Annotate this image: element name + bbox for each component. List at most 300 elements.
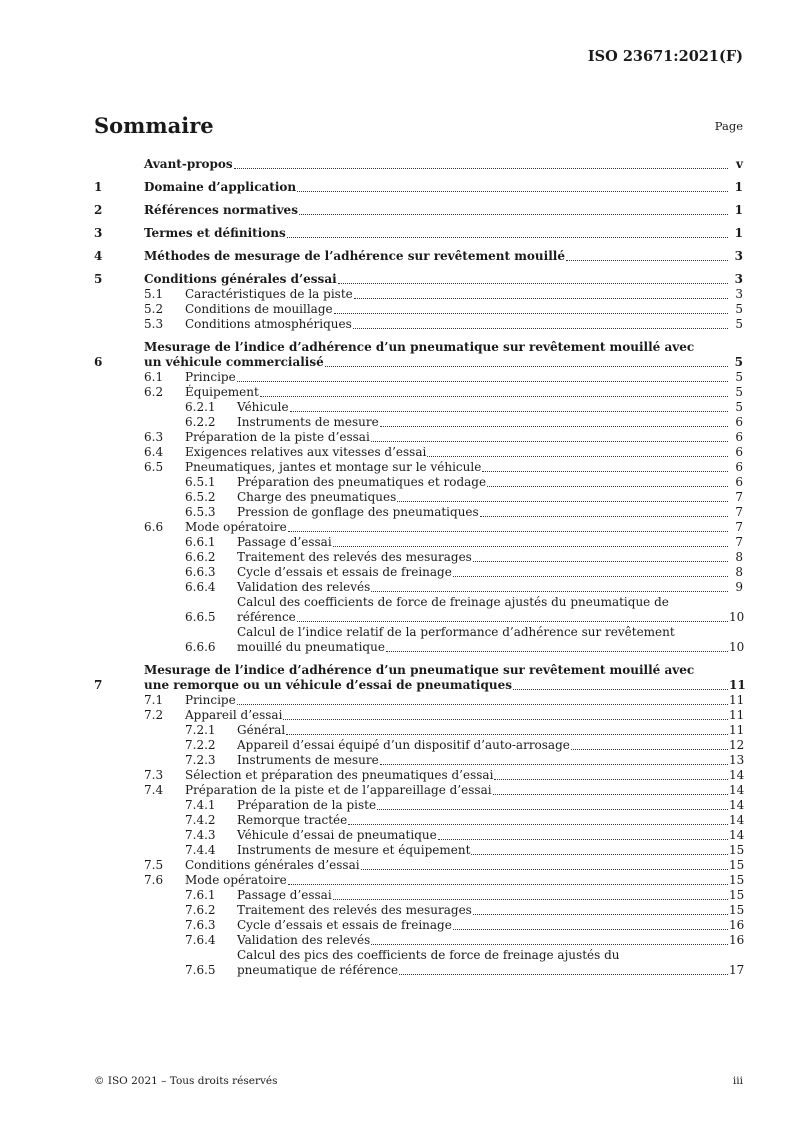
dot-leader (297, 190, 728, 192)
toc-entry-title (144, 203, 729, 218)
toc-entry-title (185, 520, 729, 535)
toc-entry-title-line: une remorque ou un véhicule d’essai de pneumatiques (144, 678, 512, 692)
toc-entry-title-line: Général (237, 723, 286, 737)
toc-entry-page: 13 (729, 753, 745, 767)
toc-entry-number: 7.4 (144, 783, 164, 797)
toc-entry-leader-line (237, 490, 729, 505)
toc-entry-leader-line (185, 317, 729, 332)
toc-entry-leader-line (237, 843, 729, 858)
toc-entry-number: 7.2.1 (185, 723, 216, 737)
toc-entry-page: 6 (735, 445, 743, 459)
toc-entry-title (185, 302, 729, 317)
toc-entry-title-line: Calcul des coefficients de force de freinage ajustés du pneumatique de (237, 595, 669, 609)
toc-entry-leader-line (144, 180, 729, 195)
toc-spacer (94, 264, 743, 272)
toc-entry-title (185, 708, 729, 723)
toc-entry-leader-line (185, 385, 729, 400)
toc-entry-title (185, 783, 729, 798)
toc-entry-leader-line (144, 226, 729, 241)
toc-entry-page: 11 (729, 708, 745, 722)
dot-leader (482, 470, 728, 472)
toc-entry[interactable] (94, 798, 743, 813)
toc-entry-page: 8 (735, 565, 743, 579)
toc-entry[interactable] (94, 783, 743, 798)
toc-entry-number: 6.6.1 (185, 535, 216, 549)
toc-entry-leader-line (144, 272, 729, 287)
toc-entry[interactable] (94, 580, 743, 595)
toc-entry-page: 3 (734, 272, 743, 286)
toc-entry-page: 14 (729, 783, 745, 797)
toc-entry-title (144, 180, 729, 195)
toc-entry-title-line: Préparation de la piste et de l’appareillage d’essai (185, 783, 492, 797)
toc-spacer (94, 218, 743, 226)
toc-entry-title (185, 768, 729, 783)
toc-entry-title (237, 565, 729, 580)
footer-page-number: iii (732, 1075, 743, 1087)
toc-entry-title-line: Instruments de mesure (237, 753, 379, 767)
toc-entry-page: 16 (729, 918, 745, 932)
toc-entry-page: 5 (735, 400, 743, 414)
dot-leader (353, 327, 728, 329)
toc-entry-title (237, 798, 729, 813)
toc-spacer (94, 241, 743, 249)
toc-entry[interactable] (94, 385, 743, 400)
toc-entry[interactable] (94, 813, 743, 828)
dot-leader (354, 297, 728, 299)
toc-entry-leader-line (185, 858, 729, 873)
toc-entry-title-line: Cycle d’essais et essais de freinage (237, 918, 452, 932)
toc-entry[interactable] (94, 317, 743, 332)
dot-leader (427, 455, 728, 457)
toc-entry-number: 7.3 (144, 768, 164, 782)
toc-entry-page: 14 (729, 813, 745, 827)
toc-entry[interactable] (94, 708, 743, 723)
toc-entry-page: 14 (729, 768, 745, 782)
dot-leader (297, 620, 728, 622)
toc-entry-title (237, 625, 729, 655)
toc-entry-page: 15 (729, 858, 745, 872)
toc-entry[interactable] (94, 565, 743, 580)
toc-entry-page: 7 (735, 520, 743, 534)
toc-entry[interactable] (94, 520, 743, 535)
toc-entry-title-line: Appareil d’essai équipé d’un dispositif d’auto-arrosage (237, 738, 570, 752)
toc-entry-title (237, 933, 729, 948)
toc-entry-title (144, 226, 729, 241)
dot-leader (290, 410, 728, 412)
toc-entry-title-line: Pneumatiques, jantes et montage sur le véhicule (185, 460, 482, 474)
toc-entry-title-line: Conditions atmosphériques (185, 317, 352, 331)
dot-leader (234, 167, 728, 169)
dot-leader (371, 440, 728, 442)
toc-entry[interactable] (94, 768, 743, 783)
toc-entry-leader-line (237, 475, 729, 490)
toc-entry-title-line: Conditions générales d’essai (144, 272, 337, 286)
toc-entry[interactable] (94, 302, 743, 317)
toc-entry-number: 5.1 (144, 287, 164, 301)
toc-entry-title-line: Préparation des pneumatiques et rodage (237, 475, 487, 489)
toc-entry-title (237, 475, 729, 490)
toc-entry-leader-line (185, 460, 729, 475)
toc-entry-title-line: mouillé du pneumatique (237, 640, 385, 654)
toc-entry[interactable] (94, 873, 743, 888)
dot-leader (513, 688, 728, 690)
dot-leader (371, 590, 728, 592)
toc-entry-number: 6 (94, 355, 103, 369)
dot-leader (487, 485, 728, 487)
toc-entry-number: 6.3 (144, 430, 164, 444)
toc-entry-leader-line (237, 505, 729, 520)
toc-entry-page: 11 (729, 723, 745, 737)
toc-entry-title (237, 505, 729, 520)
dot-leader (361, 868, 728, 870)
toc-entry[interactable] (94, 475, 743, 490)
dot-leader (473, 560, 728, 562)
toc-entry[interactable] (94, 888, 743, 903)
toc-entry-leader-line (237, 798, 729, 813)
toc-entry[interactable] (94, 625, 743, 655)
toc-entry-title (237, 738, 729, 753)
toc-entry[interactable] (94, 415, 743, 430)
toc-entry-number: 7.6 (144, 873, 164, 887)
dot-leader (571, 748, 728, 750)
toc-entry-number: 7.4.1 (185, 798, 216, 812)
toc-entry[interactable] (94, 203, 743, 218)
toc-entry-title (185, 858, 729, 873)
toc-entry[interactable] (94, 430, 743, 445)
toc-entry-title-line: Instruments de mesure (237, 415, 379, 429)
toc-entry-page: 15 (729, 843, 745, 857)
toc-entry-number: 7 (94, 678, 103, 692)
toc-entry-title-line: Exigences relatives aux vitesses d’essai (185, 445, 427, 459)
toc-entry-number: 6.6.5 (185, 610, 216, 624)
toc-entry[interactable] (94, 272, 743, 287)
toc-entry-title-line: Préparation de la piste (237, 798, 377, 812)
toc-entry-number: 3 (94, 226, 103, 240)
toc-entry-page: 5 (734, 355, 743, 369)
toc-entry-leader-line (144, 678, 729, 693)
dot-leader (471, 853, 728, 855)
toc-entry-page: 6 (735, 475, 743, 489)
toc-entry-page: 5 (735, 302, 743, 316)
toc-entry[interactable] (94, 226, 743, 241)
toc-entry-leader-line (237, 535, 729, 550)
dot-leader (371, 943, 728, 945)
toc-entry-page: 5 (735, 370, 743, 384)
toc-entry-page: 6 (735, 460, 743, 474)
dot-leader (493, 793, 728, 795)
toc-entry-leader-line (185, 287, 729, 302)
toc-entry[interactable] (94, 400, 743, 415)
toc-entry-title-line: Mode opératoire (185, 873, 287, 887)
toc-entry-title-line: Passage d’essai (237, 888, 332, 902)
toc-entry-number: 6.6.3 (185, 565, 216, 579)
toc-entry-leader-line (237, 640, 729, 655)
toc-entry-leader-line (237, 580, 729, 595)
toc-entry-leader-line (185, 430, 729, 445)
toc-entry[interactable] (94, 595, 743, 625)
dot-leader (380, 425, 728, 427)
toc-entry-title (237, 595, 729, 625)
toc-entry-page: 17 (729, 963, 745, 977)
toc-spacer (94, 195, 743, 203)
dot-leader (333, 898, 728, 900)
toc-entry-leader-line (237, 415, 729, 430)
toc-entry-page: 6 (735, 430, 743, 444)
toc-entry-title (185, 287, 729, 302)
toc-entry[interactable] (94, 180, 743, 195)
toc-entry-title-line: Conditions de mouillage (185, 302, 333, 316)
toc-entry-page: v (736, 157, 743, 171)
toc-entry-title-line: Traitement des relevés des mesurages (237, 550, 472, 564)
toc-entry-leader-line (185, 873, 729, 888)
toc-entry-title-line: référence (237, 610, 296, 624)
standard-reference: ISO 23671:2021(F) (587, 48, 743, 65)
toc-entry[interactable] (94, 157, 743, 172)
toc-entry-leader-line (237, 888, 729, 903)
toc-entry-number: 6.5.2 (185, 490, 216, 504)
toc-entry-title-line: Mesurage de l’indice d’adhérence d’un pneumatique sur revêtement mouillé avec (144, 663, 695, 677)
toc-entry-title (185, 370, 729, 385)
toc-entry-number: 6.2.1 (185, 400, 216, 414)
toc-entry-number: 1 (94, 180, 103, 194)
dot-leader (399, 973, 728, 975)
toc-entry-leader-line (237, 753, 729, 768)
toc-entry-leader-line (185, 708, 729, 723)
toc-entry-leader-line (237, 565, 729, 580)
toc-entry-number: 6.5.1 (185, 475, 216, 489)
toc-entry-title (237, 490, 729, 505)
toc-entry-number: 6.6.4 (185, 580, 216, 594)
dot-leader (453, 575, 728, 577)
toc-entry[interactable] (94, 693, 743, 708)
toc-entry[interactable] (94, 490, 743, 505)
toc-entry[interactable] (94, 340, 743, 370)
dot-leader (333, 545, 728, 547)
toc-entry-leader-line (144, 355, 729, 370)
toc-entry[interactable] (94, 723, 743, 738)
toc-entry-leader-line (237, 813, 729, 828)
toc-entry[interactable] (94, 753, 743, 768)
toc-entry-title-line: Passage d’essai (237, 535, 332, 549)
toc-entry-number: 6.4 (144, 445, 164, 459)
toc-entry-leader-line (237, 400, 729, 415)
toc-entry[interactable] (94, 370, 743, 385)
toc-entry-leader-line (144, 249, 729, 264)
toc-entry-number: 5.3 (144, 317, 164, 331)
toc-entry-title-line: Équipement (185, 385, 259, 399)
toc-entry-title-line: Calcul de l’indice relatif de la performance d’adhérence sur revêtement (237, 625, 675, 639)
dot-leader (338, 282, 728, 284)
toc-entry-page: 15 (729, 903, 745, 917)
toc-entry[interactable] (94, 505, 743, 520)
toc-spacer (94, 332, 743, 340)
toc-entry-leader-line (237, 610, 729, 625)
dot-leader (377, 808, 728, 810)
toc-entry-number: 7.2 (144, 708, 164, 722)
toc-entry-page: 10 (729, 640, 745, 654)
toc-entry-title (237, 723, 729, 738)
toc-entry-leader-line (144, 157, 729, 172)
toc-entry-number: 5 (94, 272, 103, 286)
toc-entry-page: 16 (729, 933, 745, 947)
toc-entry-title (185, 430, 729, 445)
toc-entry-title (237, 948, 729, 978)
toc-entry-number: 7.4.4 (185, 843, 216, 857)
toc-entry[interactable] (94, 948, 743, 978)
toc-entry-page: 7 (735, 505, 743, 519)
dot-leader (299, 213, 728, 215)
toc-entry-number: 7.2.2 (185, 738, 216, 752)
dot-leader (566, 259, 728, 261)
dot-leader (334, 312, 728, 314)
toc-entry-title-line: Validation des relevés (237, 933, 371, 947)
toc-entry-leader-line (237, 738, 729, 753)
toc-entry-title (144, 249, 729, 264)
dot-leader (380, 763, 728, 765)
dot-leader (494, 778, 728, 780)
toc-entry[interactable] (94, 738, 743, 753)
toc-entry[interactable] (94, 445, 743, 460)
toc-entry-number: 6.2 (144, 385, 164, 399)
toc-entry-number: 6.2.2 (185, 415, 216, 429)
toc-entry-title-line: Caractéristiques de la piste (185, 287, 353, 301)
dot-leader (237, 703, 728, 705)
toc-entry-title-line: Mesurage de l’indice d’adhérence d’un pneumatique sur revêtement mouillé avec (144, 340, 695, 354)
toc-entry-number: 6.5.3 (185, 505, 216, 519)
toc-spacer (94, 655, 743, 663)
toc-entry-title-line: Références normatives (144, 203, 298, 217)
toc-entry-page: 7 (735, 535, 743, 549)
toc-entry-leader-line (185, 445, 729, 460)
dot-leader (438, 838, 728, 840)
toc-entry-title (144, 340, 729, 370)
toc-spacer (94, 172, 743, 180)
toc-entry[interactable] (94, 460, 743, 475)
toc-entry[interactable] (94, 249, 743, 264)
toc-entry-title (237, 813, 729, 828)
toc-entry-title (237, 903, 729, 918)
toc-entry-leader-line (237, 723, 729, 738)
toc-entry-page: 1 (734, 180, 743, 194)
toc-entry-page: 11 (729, 678, 746, 692)
toc-entry-leader-line (185, 768, 729, 783)
toc-entry-title (185, 873, 729, 888)
toc-entry-title-line: Principe (185, 693, 236, 707)
toc-entry-page: 3 (735, 287, 743, 301)
toc-entry-title-line: Remorque tractée (237, 813, 348, 827)
toc-entry-number: 7.4.2 (185, 813, 216, 827)
toc-entry-page: 15 (729, 888, 745, 902)
toc-entry-page: 6 (735, 415, 743, 429)
toc-entry-number: 7.5 (144, 858, 164, 872)
toc-entry[interactable] (94, 933, 743, 948)
toc-entry-page: 5 (735, 385, 743, 399)
toc-entry-title (237, 535, 729, 550)
table-of-contents (94, 157, 746, 978)
toc-entry-title (144, 663, 729, 693)
toc-entry[interactable] (94, 287, 743, 302)
toc-entry-number: 7.6.4 (185, 933, 216, 947)
dot-leader (453, 928, 728, 930)
toc-entry-page: 14 (729, 798, 745, 812)
toc-entry-page: 10 (729, 610, 745, 624)
toc-entry-number: 6.5 (144, 460, 164, 474)
toc-entry-title (237, 828, 729, 843)
toc-entry-title (185, 385, 729, 400)
dot-leader (386, 650, 728, 652)
toc-entry[interactable] (94, 828, 743, 843)
toc-entry-title-line: Pression de gonflage des pneumatiques (237, 505, 479, 519)
toc-entry-leader-line (185, 302, 729, 317)
toc-entry-title (144, 272, 729, 287)
toc-entry-number: 7.1 (144, 693, 164, 707)
toc-entry[interactable] (94, 858, 743, 873)
toc-entry-title (185, 445, 729, 460)
dot-leader (325, 365, 728, 367)
toc-entry[interactable] (94, 663, 746, 693)
toc-entry-leader-line (144, 203, 729, 218)
page-title: Sommaire (94, 113, 214, 138)
toc-entry-title-line: Conditions générales d’essai (185, 858, 360, 872)
toc-entry-title (185, 460, 729, 475)
toc-entry-leader-line (237, 933, 729, 948)
toc-entry[interactable] (94, 550, 743, 565)
toc-entry[interactable] (94, 535, 743, 550)
toc-entry-title-line: Charge des pneumatiques (237, 490, 397, 504)
toc-entry-title-line: Validation des relevés (237, 580, 371, 594)
toc-entry-number: 5.2 (144, 302, 164, 316)
dot-leader (286, 733, 728, 735)
toc-entry-number: 6.1 (144, 370, 164, 384)
dot-leader (348, 823, 728, 825)
toc-entry-page: 14 (729, 828, 745, 842)
toc-entry-title (237, 415, 729, 430)
toc-entry-page: 8 (735, 550, 743, 564)
toc-entry-title (237, 918, 729, 933)
toc-entry-title (237, 843, 729, 858)
toc-entry-leader-line (237, 903, 729, 918)
toc-entry-number: 7.6.2 (185, 903, 216, 917)
toc-entry-page: 3 (734, 249, 743, 263)
page-column-label: Page (714, 119, 743, 133)
toc-entry-title (144, 157, 729, 172)
toc-entry-title-line: Mode opératoire (185, 520, 287, 534)
toc-entry-title (185, 693, 729, 708)
dot-leader (473, 913, 728, 915)
toc-entry-title-line: un véhicule commercialisé (144, 355, 324, 369)
toc-entry-title (237, 400, 729, 415)
dot-leader (283, 718, 728, 720)
toc-entry-title-line: Méthodes de mesurage de l’adhérence sur revêtement mouillé (144, 249, 565, 263)
toc-entry[interactable] (94, 843, 743, 858)
toc-entry-number: 4 (94, 249, 103, 263)
toc-entry-leader-line (185, 693, 729, 708)
toc-entry-number: 6.6.6 (185, 640, 216, 654)
toc-entry-title-line: Appareil d’essai (185, 708, 283, 722)
toc-entry-title (237, 550, 729, 565)
toc-entry[interactable] (94, 903, 743, 918)
dot-leader (260, 395, 728, 397)
toc-entry-page: 5 (735, 317, 743, 331)
toc-entry-title-line: Avant-propos (144, 157, 233, 171)
toc-entry-title-line: Termes et définitions (144, 226, 286, 240)
toc-entry[interactable] (94, 918, 743, 933)
toc-entry-title-line: pneumatique de référence (237, 963, 399, 977)
toc-entry-leader-line (237, 550, 729, 565)
toc-entry-page: 11 (729, 693, 745, 707)
toc-entry-title-line: Principe (185, 370, 236, 384)
toc-entry-title (237, 753, 729, 768)
